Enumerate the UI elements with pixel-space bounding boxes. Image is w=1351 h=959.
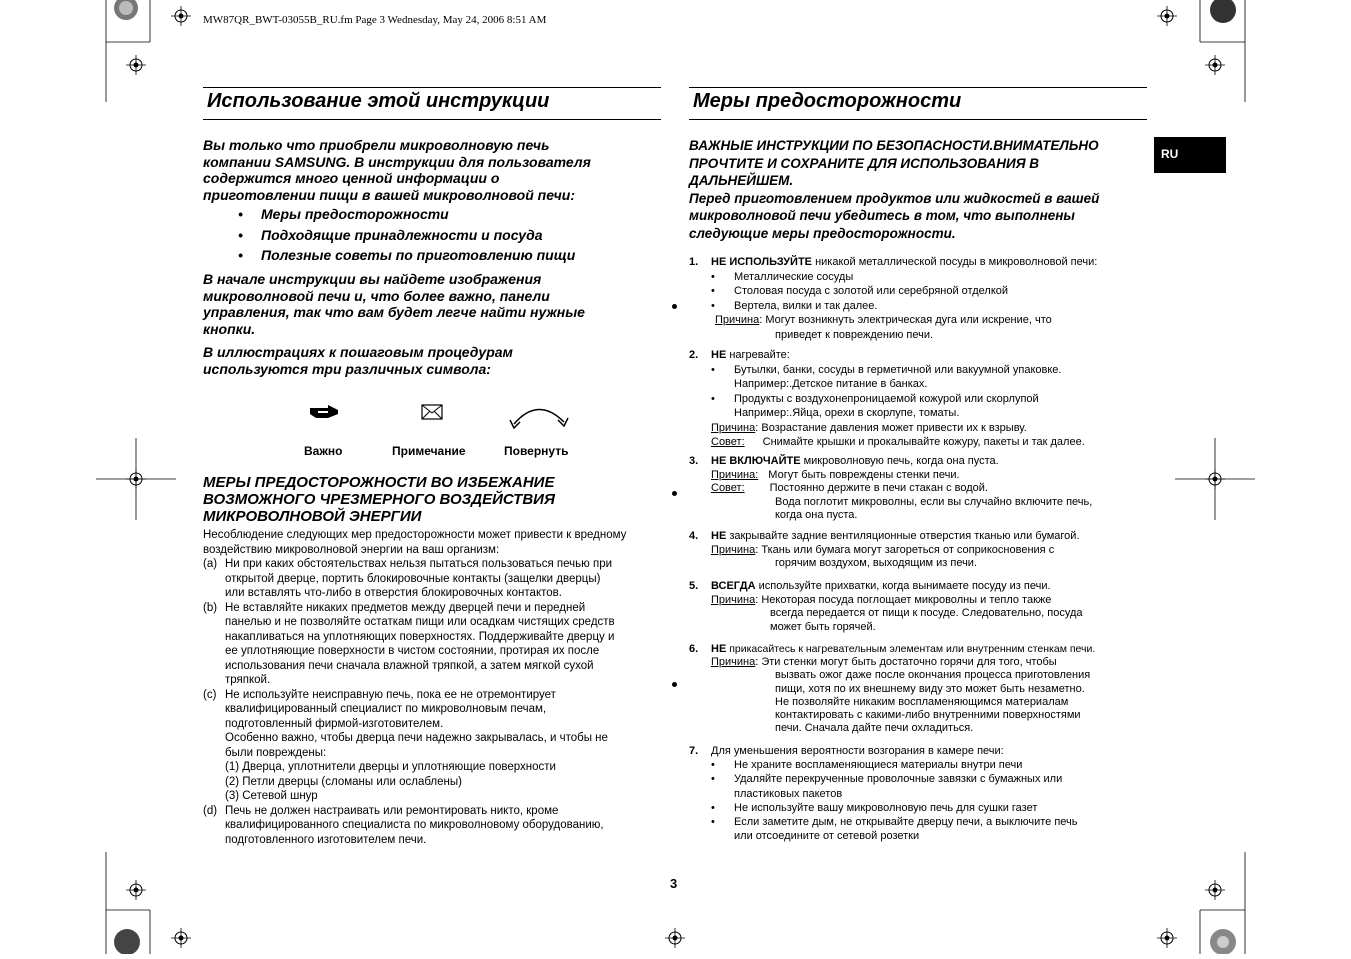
item-line: (2) Петли дверцы (сломаны или ослаблены) [225,775,462,788]
symbol-label-note: Примечание [392,444,466,458]
reason-text: всегда передается от пищи к посуде. Следовательно, посуда [770,607,1083,619]
item-text: микроволновую печь, когда она пуста. [800,455,999,467]
bullet-icon: • [711,363,715,376]
item-lead: ВСЕГДА [711,580,756,592]
reason-text: Могут быть повреждены стенки печи. [768,468,960,481]
item-text: Для уменьшения вероятности возгорания в камере печи: [711,745,1004,757]
reason-label: Причина [715,314,760,326]
para-line: кнопки. [203,320,256,337]
reason-text: приведет к повреждению печи. [775,328,934,341]
para-line: управления, так что вам будет легче найти нужные [203,304,585,320]
item-number: 5. [689,580,699,592]
bullet-text: Продукты с воздухонепроницаемой кожурой или скорлупой [734,392,1039,405]
item-line: подготовленного изготовителем печи. [225,833,427,846]
item-lead: НЕ ИСПОЛЬЗУЙТЕ [711,256,813,268]
bullet-text: Вертела, вилки и так далее. [734,299,878,312]
item-number: 6. [689,643,699,655]
intro-line: компании SAMSUNG. В инструкции для пользователя [203,153,591,170]
calibration-circle-icon [1209,0,1237,31]
bullet-icon: • [711,773,715,786]
intro-line: приготовлении пищи в вашей микроволновой печи: [203,186,576,203]
registration-mark-icon [665,928,685,948]
tip-text: Снимайте крышки и прокалывайте кожуру, пакеты и так далее. [762,436,1085,448]
intro-line: содержится много ценной информации о [203,170,500,186]
list-item-text: Меры предосторожности [261,206,449,222]
reason-text: пищи, хотя по их внешнему виду это может быть незаметно. [775,682,1085,695]
item-number: 2. [689,349,699,361]
language-tab-label: RU [1161,147,1179,161]
bullet-text: Не храните воспламеняющиеся материалы внутри печи [734,759,1023,772]
item-line: ее уплотняющие поверхности в чистом состоянии, протирая их после [225,645,600,657]
item-text: никакой металлической посуды в микроволновой печи: [812,256,1098,268]
item-line: панелью и не позволяйте остаткам пищи или осадкам чистящих средств [225,616,615,628]
item-line: Особенно важно, чтобы дверца печи надежно закрывалась, и чтобы не [225,732,608,744]
bullet-text: Столовая посуда с золотой или серебряной отделкой [734,285,1009,297]
para-line: используются три различных символа: [203,360,491,377]
item-label: (a) [203,558,218,570]
registration-mark-icon [171,6,191,26]
reason-text: печи. Сначала дайте печи охладиться. [775,722,974,735]
symbol-label-turn: Повернуть [504,444,569,458]
para-line: В иллюстрациях к пошаговым процедурам [203,344,513,360]
bullet-icon: • [238,247,243,263]
item-label: (d) [203,804,218,817]
tip-label: Совет: [711,436,745,448]
reason-text: : Могут возникнуть электрическая дуга или искрение, что [759,314,1052,326]
intro-line: Перед приготовлением продуктов или жидкостей в вашей [689,190,1100,206]
registration-mark-icon [1157,6,1177,26]
item-lead: НЕ [711,530,727,542]
calibration-circle-icon [113,928,141,959]
item-lead: НЕ [711,349,727,361]
file-header: MW87QR_BWT-03055B_RU.fm Page 3 Wednesday, May 24, 2006 8:51 AM [203,14,547,26]
reason-text: контактировать с какими-либо внутренними поверхностями [775,709,1081,722]
registration-mark-icon [126,469,146,489]
intro-line: Вы только что приобрели микроволновую печь [203,137,550,153]
tip-text: Постоянно держите в печи стакан с водой. [769,482,988,494]
item-line: Ни при каких обстоятельствах нельзя пытаться пользоваться печью при [225,558,613,570]
bullet-icon: • [238,226,243,243]
tip-label: Совет: [711,482,745,494]
example-text: Например:.Детское питание в банках. [734,378,928,390]
bullet-icon: • [238,206,243,222]
reason-text: Не позволяйте никаким воспламеняющимся материалам [775,695,1069,708]
item-text: используйте прихватки, когда вынимаете посуду из печи. [755,580,1051,592]
bullet-text: Не используйте вашу микроволновую печь для сушки газет [734,801,1038,814]
registration-mark-icon [1205,469,1225,489]
item-text: нагревайте: [726,349,790,361]
reason-text: : Возрастание давления может привести их к взрыву. [755,421,1027,434]
list-item-text: Подходящие принадлежности и посуда [261,226,543,243]
bullet-text: или отсоедините от сетевой розетки [734,830,920,843]
registration-mark-icon [126,880,146,900]
bullet-icon: • [711,801,715,814]
right-page-title: Меры предосторожности [693,90,962,112]
item-number: 4. [689,530,699,542]
item-label: (b) [203,601,218,614]
reason-label: Причина [711,656,756,669]
reason-label: Причина [711,421,756,434]
item-line: квалифицированного специалиста по микроволновому оборудованию, [225,819,604,831]
item-line: накапливаться на уплотняющих поверхностях. Поддерживайте дверцу и [225,630,615,643]
reason-text: вызвать ожог даже после окончания процесса приготовления [775,669,1091,682]
intro-line: ВАЖНЫЕ ИНСТРУКЦИИ ПО БЕЗОПАСНОСТИ.ВНИМАТЕЛЬНО [689,138,1099,153]
reason-label: Причина: [711,468,759,481]
para-line: В начале инструкции вы найдете изображения [203,271,542,287]
registration-mark-icon [171,928,191,948]
left-page-title: Использование этой инструкции [207,90,550,112]
bullet-text: Удаляйте перекрученные проволочные завязки с бумажных или [734,773,1063,786]
item-line: Не используйте неисправную печь, пока ее не отремонтирует [225,688,556,701]
item-line: открытой дверце, портить блокировочные контакты (защелки дверцы) [225,572,601,585]
item-line: тряпкой. [225,674,271,686]
item-line: Печь не должен настраивать или ремонтировать никто, кроме [225,804,559,817]
bullet-text: Металлические сосуды [734,270,854,283]
reason-text: горячим воздухом, выходящим из печи. [775,557,978,569]
item-number: 1. [689,256,699,268]
item-line: (1) Дверца, уплотнители дверцы и уплотняющие поверхности [225,761,556,773]
intro-line: следующие меры предосторожности. [689,225,956,241]
reason-text: : Ткань или бумага могут загореться от соприкосновения с [755,543,1055,556]
section-title-line: ВОЗМОЖНОГО ЧРЕЗМЕРНОГО ВОЗДЕЙСТВИЯ [203,491,555,508]
intro-line: ПРОЧТИТЕ И СОХРАНИТЕ ДЛЯ ИСПОЛЬЗОВАНИЯ В [689,155,1040,171]
reason-label: Причина [711,543,756,556]
item-line: были повреждены: [225,746,327,759]
bullet-text: Бутылки, банки, сосуды в герметичной или вакуумной упаковке. [734,363,1062,376]
bullet-icon: • [711,759,715,772]
page-number: 3 [670,876,678,891]
bullet-icon: • [711,270,715,283]
example-text: Например:.Яйца, орехи в скорлупе, томаты. [734,407,960,419]
calibration-circle-icon [1209,928,1237,959]
bullet-icon: • [711,299,715,312]
section-intro-line: воздействию микроволновой энергии на ваш организм: [203,543,500,556]
registration-mark-icon [1205,880,1225,900]
item-number: 7. [689,745,699,757]
reason-text: : Некоторая посуда поглощает микроволны и тепло также [755,593,1052,606]
section-intro-line: Несоблюдение следующих мер предосторожности может привести к вредному [203,529,627,541]
calibration-circle-icon [113,0,139,27]
item-label: (c) [203,688,217,701]
intro-line: ДАЛЬНЕЙШЕМ. [689,173,794,188]
item-text: прикасайтесь к нагревательным элементам или внутренним стенкам печи. [726,643,1096,655]
list-item-text: Полезные советы по приготовлению пищи [261,247,576,263]
item-number: 3. [689,455,699,467]
item-lead: НЕ ВКЛЮЧАЙТЕ [711,455,801,467]
item-line: или вставлять что-либо в отверстия блокировочных контактов. [225,587,562,599]
item-line: (3) Сетевой шнур [225,790,318,802]
item-lead: НЕ [711,643,727,655]
symbol-label-important: Важно [304,444,343,458]
reason-text: : Эти стенки могут быть достаточно горячи для того, чтобы [755,656,1057,669]
bullet-icon: • [711,816,715,829]
item-line: квалифицированный специалист по микроволновым печам, [225,703,547,715]
bullet-text: пластиковых пакетов [734,787,843,800]
item-line: Не вставляйте никаких предметов между дверцей печи и передней [225,601,586,614]
para-line: микроволновой печи и, что более важно, панели [203,287,550,304]
reason-text: может быть горячей. [770,620,876,633]
item-text: закрывайте задние вентиляционные отверстия тканью или бумагой. [726,530,1080,542]
intro-line: микроволновой печи убедитесь в том, что выполнены [689,208,1075,223]
section-title-line: МЕРЫ ПРЕДОСТОРОЖНОСТИ ВО ИЗБЕЖАНИЕ [203,474,555,491]
bullet-text: Если заметите дым, не открывайте дверцу печи, а выключите печь [734,816,1078,829]
registration-mark-icon [126,55,146,75]
item-line: подготовленный фирмой-изготовителем. [225,717,444,730]
tip-text: Вода поглотит микроволны, если вы случайно включите печь, [775,495,1093,508]
registration-mark-icon [1205,55,1225,75]
bullet-icon: • [711,392,715,405]
tip-text: когда она пуста. [775,509,858,521]
bullet-icon: • [711,285,715,297]
registration-mark-icon [1157,928,1177,948]
section-title-line: МИКРОВОЛНОВОЙ ЭНЕРГИИ [203,508,422,525]
item-line: использования печи сначала влажной тряпкой, а затем мягкой сухой [225,659,594,672]
reason-label: Причина [711,593,756,606]
